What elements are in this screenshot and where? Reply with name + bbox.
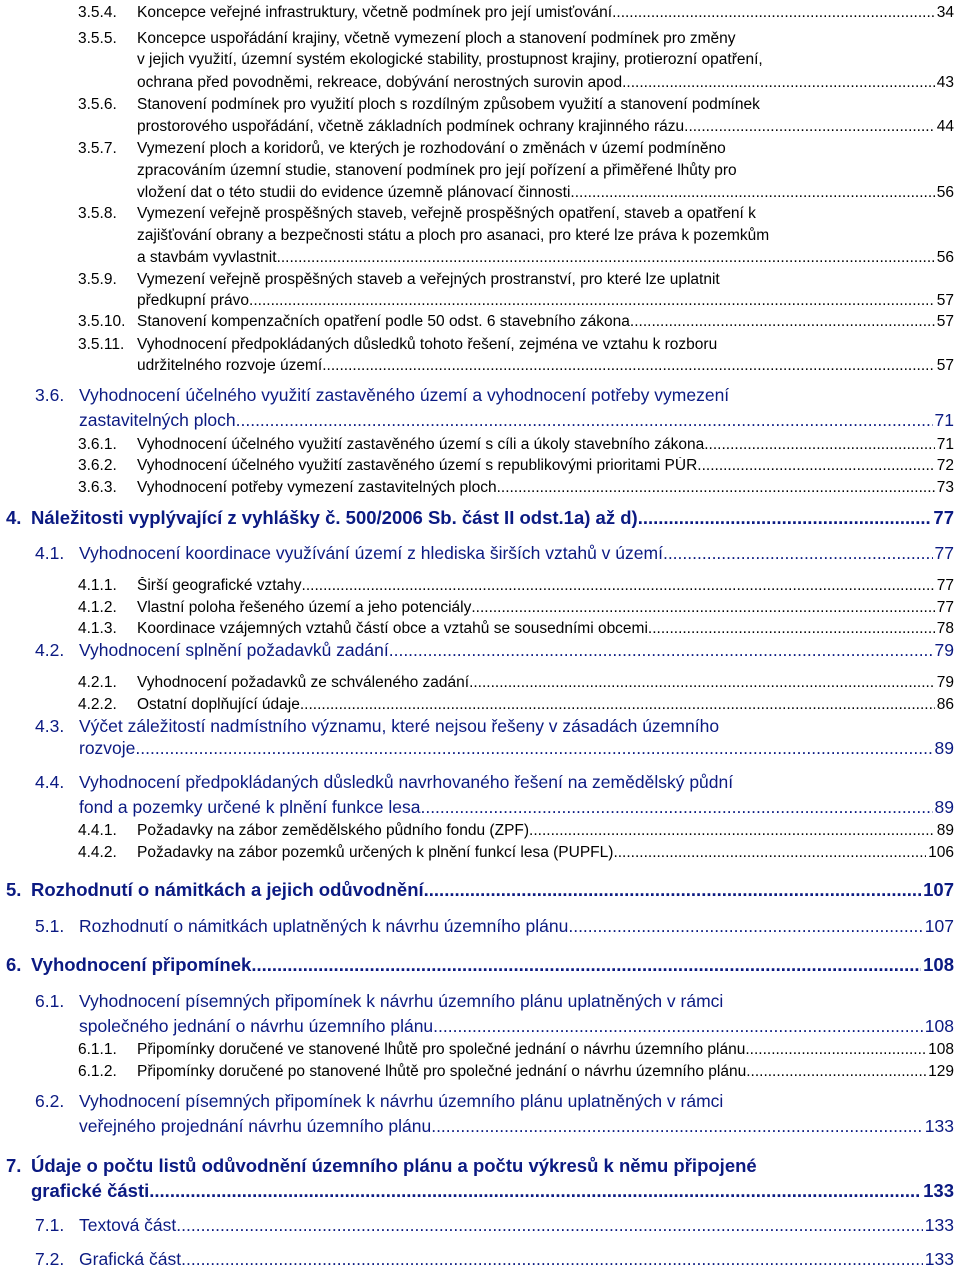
toc-entry-title: Náležitosti vyplývající z vyhlášky č. 500/2006 Sb. část II odst.1a) až d) <box>31 507 638 528</box>
toc-entry-number: 3.5.10. <box>78 313 126 330</box>
toc-page-number[interactable]: 56 <box>936 184 954 201</box>
toc-entry-line <box>137 292 954 310</box>
toc-entry-line <box>137 599 954 617</box>
toc-entry-title: zpracováním územní studie, stanovení podmínek pro její pořízení a přiměřené lhůty pro <box>137 162 737 179</box>
toc-entry-title: Vyhodnocení účelného využití zastavěného území s republikovými prioritami PÚR <box>137 457 698 474</box>
toc-dot-leader <box>684 118 935 136</box>
toc-page-number[interactable]: 89 <box>936 822 954 839</box>
toc-entry-line <box>137 162 954 180</box>
toc-entry-line <box>137 30 954 48</box>
toc-entry-title: Koncepce veřejné infrastruktury, včetně podmínek pro její umisťování <box>137 4 613 21</box>
toc-entry-title: Vyhodnocení účelného využití zastavěného území s cíli a úkoly stavebního zákona <box>137 436 705 453</box>
toc-dot-leader <box>570 184 934 202</box>
toc-dot-leader <box>433 1016 923 1036</box>
toc-page-number[interactable]: 34 <box>936 4 954 21</box>
toc-entry-number: 6.1.2. <box>78 1063 117 1080</box>
toc-entry-line <box>79 1091 954 1111</box>
toc-page-number[interactable]: 77 <box>936 599 954 616</box>
toc-entry-title: Koncepce uspořádání krajiny, včetně vymezení ploch a stanovení podmínek pro změny <box>137 30 736 47</box>
toc-entry-number: 4. <box>6 507 22 528</box>
toc-entry-title: Stanovení podmínek pro využití ploch s rozdílným způsobem využití a stanovení podmínek <box>137 96 760 113</box>
toc-entry-line <box>79 640 954 660</box>
toc-entry-title: Výčet záležitostí nadmístního významu, které nejsou řešeny v zásadách územního <box>79 716 720 736</box>
toc-dot-leader <box>251 954 921 975</box>
toc-entry-number: 5.1. <box>35 916 65 936</box>
toc-entry-title: v jejich využití, územní systém ekologické stability, prostupnost krajiny, protierozní opatření, <box>137 51 763 68</box>
toc-entry-title: Rozhodnutí o námitkách a jejich odůvodnění <box>31 879 424 900</box>
toc-entry-line <box>137 457 954 475</box>
toc-page-number[interactable]: 106 <box>928 844 954 861</box>
toc-entry-number: 4.4.1. <box>78 822 117 839</box>
toc-dot-leader <box>431 1116 923 1136</box>
toc-entry-line <box>31 1180 954 1201</box>
toc-entry-line <box>137 271 954 289</box>
toc-entry-line <box>79 772 954 792</box>
toc-dot-leader <box>746 1063 926 1081</box>
toc-entry-title: Požadavky na zábor pozemků určených k plnění funkcí lesa (PUPFL) <box>137 844 614 861</box>
toc-entry-title: Vyhodnocení předpokládaných důsledků tohoto řešení, zejména ve vztahu k rozboru <box>137 336 718 353</box>
toc-page-number[interactable]: 57 <box>936 292 954 309</box>
toc-entry-number: 4.1.1. <box>78 577 117 594</box>
toc-entry-title: Vyhodnocení potřeby vymezení zastavitelných ploch <box>137 479 497 496</box>
toc-entry-title: Vyhodnocení požadavků ze schváleného zadání <box>137 674 470 691</box>
toc-dot-leader <box>663 543 933 563</box>
toc-entry-line <box>137 140 954 158</box>
toc-entry-number: 3.5.9. <box>78 271 117 288</box>
toc-entry-line <box>137 205 954 223</box>
toc-entry-line <box>137 844 954 862</box>
toc-entry-title: Vyhodnocení písemných připomínek k návrhu územního plánu uplatněných v rámci <box>79 991 724 1011</box>
toc-entry-line <box>137 674 954 692</box>
toc-dot-leader <box>471 599 934 617</box>
toc-entry-number: 4.2. <box>35 640 65 660</box>
toc-entry-number: 4.3. <box>35 716 65 736</box>
toc-dot-leader <box>236 410 933 430</box>
toc-entry-number: 6. <box>6 954 22 975</box>
toc-entry-line <box>137 1063 954 1081</box>
toc-entry-line <box>137 1041 954 1059</box>
toc-entry-line <box>79 410 954 430</box>
toc-page-number[interactable]: 57 <box>936 357 954 374</box>
toc-entry-line <box>137 249 954 267</box>
toc-page-number[interactable]: 72 <box>936 457 954 474</box>
toc-entry-line <box>79 385 954 405</box>
toc-page-number[interactable]: 43 <box>936 74 954 91</box>
toc-dot-leader <box>568 916 922 936</box>
toc-entry-title: Vyhodnocení koordinace využívání území z hlediska širších vztahů v území <box>79 543 663 563</box>
toc-entry-number: 3.6.3. <box>78 479 117 496</box>
toc-dot-leader <box>648 620 935 638</box>
toc-page-number[interactable]: 133 <box>924 1116 954 1136</box>
toc-entry-title: Vymezení ploch a koridorů, ve kterých je rozhodování o změnách v území podmíněno <box>137 140 726 157</box>
toc-entry-number: 3.6.2. <box>78 457 117 474</box>
toc-entry-title: Vyhodnocení účelného využití zastavěného území a vyhodnocení potřeby vymezení <box>79 385 730 405</box>
toc-entry-number: 3.5.5. <box>78 30 117 47</box>
toc-page-number[interactable]: 133 <box>923 1180 954 1201</box>
toc-entry-line <box>79 543 954 563</box>
toc-entry-line <box>137 184 954 202</box>
toc-dot-leader <box>745 1041 926 1059</box>
toc-dot-leader <box>630 313 935 331</box>
toc-entry-title: Připomínky doručené ve stanovené lhůtě pro společné jednání o návrhu územního plánu <box>137 1041 746 1058</box>
toc-entry-number: 4.2.1. <box>78 674 117 691</box>
toc-entry-number: 3.6. <box>35 385 65 405</box>
toc-page-number[interactable]: 108 <box>924 1016 954 1036</box>
toc-entry-number: 4.4.2. <box>78 844 117 861</box>
toc-entry-title: Vyhodnocení písemných připomínek k návrhu územního plánu uplatněných v rámci <box>79 1091 724 1111</box>
toc-entry-line <box>137 4 954 22</box>
toc-entry-title: udržitelného rozvoje území <box>137 357 323 374</box>
toc-dot-leader <box>389 640 933 660</box>
toc-dot-leader <box>497 479 935 497</box>
toc-dot-leader <box>704 436 935 454</box>
toc-dot-leader <box>300 696 935 714</box>
toc-page-number[interactable]: 89 <box>934 738 954 758</box>
toc-entry-number: 4.1.2. <box>78 599 117 616</box>
toc-entry-line <box>137 227 954 245</box>
toc-entry-line <box>79 1215 954 1235</box>
toc-entry-line <box>79 991 954 1011</box>
toc-entry-number: 7.1. <box>35 1215 65 1235</box>
toc-page-number[interactable]: 77 <box>934 543 954 563</box>
toc-entry-title: veřejného projednání návrhu územního plánu <box>79 1116 432 1136</box>
toc-entry-title: Vlastní poloha řešeného území a jeho potenciály <box>137 599 472 616</box>
toc-page-number[interactable]: 129 <box>928 1063 954 1080</box>
toc-dot-leader <box>149 1180 921 1201</box>
toc-entry-line <box>79 797 954 817</box>
toc-entry-number: 3.6.1. <box>78 436 117 453</box>
toc-page-number[interactable]: 57 <box>936 313 954 330</box>
toc-page-number[interactable]: 79 <box>934 640 954 660</box>
toc-entry-number: 7.2. <box>35 1249 65 1269</box>
toc-dot-leader <box>469 674 935 692</box>
toc-entry-number: 3.5.4. <box>78 4 117 21</box>
toc-dot-leader <box>697 457 934 475</box>
toc-page-number[interactable]: 133 <box>924 1215 954 1235</box>
toc-entry-title: Údaje o počtu listů odůvodnění územního plánu a počtu výkresů k němu připojené <box>31 1155 757 1176</box>
toc-entry-title: zastavitelných ploch <box>79 410 236 430</box>
toc-entry-title: Koordinace vzájemných vztahů částí obce a vztahů se sousedními obcemi <box>137 620 648 637</box>
toc-page-number[interactable]: 71 <box>936 436 954 453</box>
toc-page-number[interactable]: 79 <box>936 674 954 691</box>
toc-entry-line <box>137 822 954 840</box>
toc-entry-line <box>79 1116 954 1136</box>
toc-entry-line <box>79 916 954 936</box>
toc-entry-title: Vyhodnocení splnění požadavků zadání <box>79 640 389 660</box>
toc-page-number[interactable]: 107 <box>923 879 954 900</box>
toc-entry-title: Vymezení veřejně prospěšných staveb a veřejných prostranství, pro které lze uplatnit <box>137 271 720 288</box>
toc-page-number[interactable]: 73 <box>936 479 954 496</box>
toc-dot-leader <box>529 822 935 840</box>
toc-entry-number: 3.5.8. <box>78 205 117 222</box>
toc-page-number[interactable]: 44 <box>936 118 954 135</box>
toc-entry-line <box>137 74 954 92</box>
toc-page-number[interactable]: 133 <box>924 1249 954 1269</box>
toc-entry-line <box>79 738 954 758</box>
toc-entry-line <box>31 1155 954 1176</box>
toc-dot-leader <box>322 357 935 375</box>
toc-dot-leader <box>612 4 935 22</box>
toc-entry-number: 4.1. <box>35 543 65 563</box>
toc-entry-line <box>137 577 954 595</box>
toc-dot-leader <box>424 879 921 900</box>
toc-entry-line <box>31 507 954 528</box>
toc-dot-leader <box>613 844 926 862</box>
toc-dot-leader <box>249 292 935 310</box>
toc-entry-line <box>79 1249 954 1269</box>
toc-entry-title: Rozhodnutí o námitkách uplatněných k návrhu územního plánu <box>79 916 569 936</box>
toc-entry-title: Vymezení veřejně prospěšných staveb, veřejně prospěšných opatření, staveb a opatření k <box>137 205 756 222</box>
toc-entry-line <box>137 336 954 354</box>
toc-page-number[interactable]: 89 <box>934 797 954 817</box>
toc-entry-title: prostorového uspořádání, včetně základních podmínek ochrany krajinného rázu <box>137 118 685 135</box>
toc-page-number[interactable]: 77 <box>933 507 954 528</box>
toc-entry-title: Stanovení kompenzačních opatření podle 50 odst. 6 stavebního zákona <box>137 313 630 330</box>
toc-entry-line <box>137 51 954 69</box>
toc-entry-title: Připomínky doručené po stanovené lhůtě pro společné jednání o návrhu územního plánu <box>137 1063 747 1080</box>
toc-entry-line <box>137 313 954 331</box>
toc-entry-number: 3.5.11. <box>78 336 125 353</box>
toc-entry-line <box>31 879 954 900</box>
toc-page-number[interactable]: 107 <box>924 916 954 936</box>
toc-entry-line <box>79 716 954 736</box>
toc-entry-number: 6.2. <box>35 1091 65 1111</box>
toc-dot-leader <box>277 249 935 267</box>
toc-entry-number: 3.5.7. <box>78 140 117 157</box>
toc-entry-title: ochrana před povodněmi, rekreace, dobývání nerostných surovin apod. <box>137 74 627 91</box>
toc-entry-line <box>137 118 954 136</box>
toc-dot-leader <box>135 738 932 758</box>
toc-entry-title: rozvoje <box>79 738 136 758</box>
toc-entry-line <box>137 436 954 454</box>
toc-entry-title: a stavbám vyvlastnit <box>137 249 277 266</box>
toc-page-number[interactable]: 78 <box>936 620 954 637</box>
toc-entry-title: zajišťování obrany a bezpečnosti státu a ploch pro asanaci, pro které lze práva k pozemkům <box>137 227 770 244</box>
toc-dot-leader <box>181 1249 923 1269</box>
toc-entry-number: 7. <box>6 1155 22 1176</box>
toc-entry-number: 6.1. <box>35 991 65 1011</box>
toc-entry-line <box>137 96 954 114</box>
toc-entry-number: 5. <box>6 879 22 900</box>
toc-page-number[interactable]: 71 <box>934 410 954 430</box>
toc-entry-line <box>137 696 954 714</box>
toc-entry-title: Vyhodnocení připomínek <box>31 954 252 975</box>
toc-page-number[interactable]: 108 <box>923 954 954 975</box>
toc-entry-line <box>79 1016 954 1036</box>
toc-entry-line <box>137 479 954 497</box>
toc-dot-leader <box>176 1215 923 1235</box>
toc-entry-title: Širší geografické vztahy <box>137 577 302 594</box>
toc-dot-leader <box>638 507 932 528</box>
toc-dot-leader <box>302 577 935 595</box>
toc-entry-number: 4.1.3. <box>78 620 117 637</box>
toc-page-number[interactable]: 86 <box>936 696 954 713</box>
toc-entry-title: vložení dat o této studii do evidence územně plánovací činnosti <box>137 184 571 201</box>
toc-dot-leader <box>420 797 932 817</box>
toc-dot-leader <box>626 74 934 92</box>
toc-page-number[interactable]: 56 <box>936 249 954 266</box>
toc-entry-number: 3.5.6. <box>78 96 117 113</box>
toc-page-number[interactable]: 108 <box>928 1041 954 1058</box>
toc-entry-line <box>31 954 954 975</box>
toc-entry-title: společného jednání o návrhu územního plánu <box>79 1016 434 1036</box>
toc-entry-title: fond a pozemky určené k plnění funkce lesa <box>79 797 421 817</box>
toc-entry-title: Grafická část <box>79 1249 182 1269</box>
toc-entry-number: 4.4. <box>35 772 65 792</box>
toc-page-number[interactable]: 77 <box>936 577 954 594</box>
toc-entry-number: 4.2.2. <box>78 696 117 713</box>
toc-entry-title: Ostatní doplňující údaje <box>137 696 300 713</box>
toc-entry-title: předkupní právo <box>137 292 250 309</box>
toc-entry-title: grafické části <box>31 1180 150 1201</box>
toc-entry-line <box>137 357 954 375</box>
toc-entry-line <box>137 620 954 638</box>
toc-entry-title: Vyhodnocení předpokládaných důsledků navrhovaného řešení na zemědělský půdní <box>79 772 734 792</box>
toc-entry-number: 6.1.1. <box>78 1041 117 1058</box>
toc-entry-title: Požadavky na zábor zemědělského půdního fondu (ZPF) <box>137 822 530 839</box>
toc-entry-title: Textová část <box>79 1215 177 1235</box>
